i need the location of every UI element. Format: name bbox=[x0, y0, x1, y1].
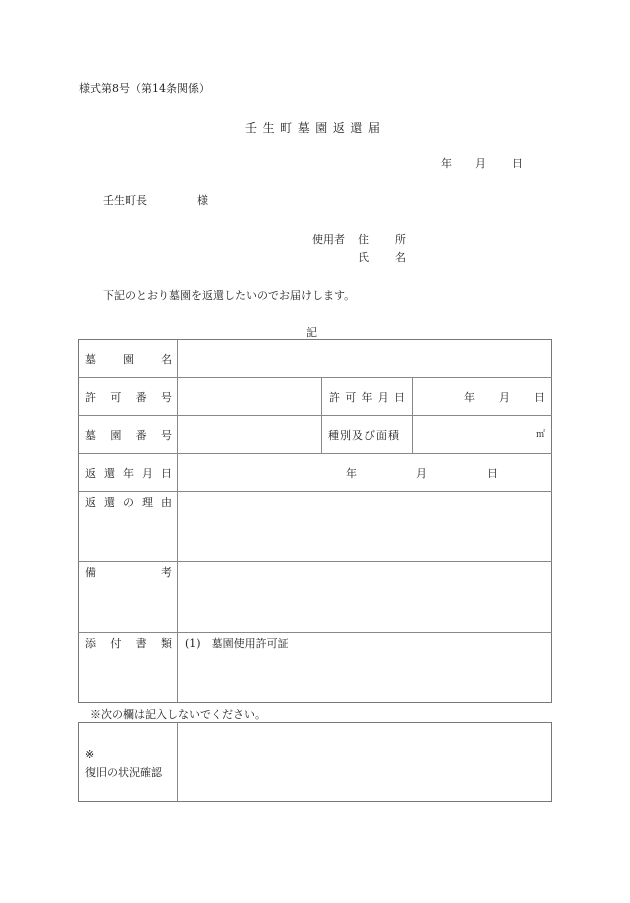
label-char: 考 bbox=[161, 566, 172, 579]
label-char: 名 bbox=[161, 353, 172, 366]
label-char: 墓 bbox=[85, 429, 96, 442]
label-char: の bbox=[123, 496, 134, 509]
form-number: 様式第8号（第14条関係） bbox=[79, 82, 210, 95]
label-char: 園 bbox=[110, 429, 122, 442]
label-char: 月 bbox=[377, 391, 389, 404]
addressee: 壬生町長 bbox=[103, 194, 147, 207]
title-char: 園 bbox=[315, 121, 328, 135]
label-char: 号 bbox=[160, 429, 172, 442]
return-year-label: 年 bbox=[346, 467, 357, 480]
attachments-label bbox=[85, 635, 172, 651]
label-char: 返 bbox=[85, 496, 96, 509]
title-char: 町 bbox=[280, 121, 293, 135]
type-area-field[interactable] bbox=[413, 416, 551, 453]
return-reason-field[interactable] bbox=[178, 492, 551, 561]
label-char: 可 bbox=[110, 391, 122, 404]
cemetery-name-label bbox=[85, 351, 172, 367]
page-title bbox=[245, 119, 380, 136]
label-char: 日 bbox=[161, 467, 172, 480]
label-char: 番 bbox=[135, 391, 147, 404]
return-date-field[interactable] bbox=[178, 454, 551, 491]
label-char: 日 bbox=[394, 391, 405, 404]
permit-day-label: 日 bbox=[534, 391, 545, 404]
cemetery-name-field[interactable] bbox=[178, 340, 551, 377]
address-label: 所 bbox=[395, 233, 406, 246]
permit-year-label: 年 bbox=[464, 391, 475, 404]
return-month-label: 月 bbox=[416, 467, 427, 480]
title-char: 返 bbox=[332, 121, 345, 135]
label-char: 号 bbox=[160, 391, 172, 404]
square-meter-unit: ㎡ bbox=[535, 430, 545, 440]
ki-heading: 記 bbox=[306, 326, 317, 339]
office-use-mark: ※ bbox=[85, 748, 95, 761]
intro-text: 下記のとおり墓園を返還したいのでお届けします。 bbox=[103, 289, 356, 302]
type-area-label: 種別及び面積 bbox=[328, 429, 400, 442]
label-char: 添 bbox=[85, 637, 96, 650]
title-char: 壬 bbox=[245, 121, 258, 135]
name-label: 氏 bbox=[358, 251, 369, 264]
label-char: 返 bbox=[85, 467, 96, 480]
label-char: 付 bbox=[110, 637, 122, 650]
label-char: 類 bbox=[160, 637, 172, 650]
col-divider bbox=[321, 377, 322, 453]
permit-date-label bbox=[329, 389, 405, 405]
name-label: 名 bbox=[395, 251, 406, 264]
label-char: 還 bbox=[104, 496, 115, 509]
applicant-label: 使用者 bbox=[312, 233, 345, 246]
label-char: 可 bbox=[345, 391, 357, 404]
remarks-label bbox=[85, 564, 172, 580]
permit-date-field[interactable] bbox=[413, 378, 551, 415]
restoration-check-field[interactable] bbox=[178, 723, 551, 801]
date-day-label: 日 bbox=[512, 157, 523, 170]
title-char: 届 bbox=[367, 121, 380, 135]
label-char: 墓 bbox=[85, 353, 96, 366]
office-use-note: ※次の欄は記入しないでください。 bbox=[90, 708, 266, 721]
permit-number-field[interactable] bbox=[178, 378, 321, 415]
label-char: 年 bbox=[123, 467, 134, 480]
label-char: 備 bbox=[85, 566, 96, 579]
title-char: 墓 bbox=[297, 121, 310, 135]
label-char: 書 bbox=[135, 637, 147, 650]
title-char: 還 bbox=[350, 121, 363, 135]
label-char: 園 bbox=[123, 353, 134, 366]
label-char: 年 bbox=[361, 391, 373, 404]
row-divider bbox=[78, 632, 552, 633]
return-date-label bbox=[85, 465, 172, 481]
label-char: 許 bbox=[85, 391, 96, 404]
permit-month-label: 月 bbox=[499, 391, 510, 404]
label-char: 番 bbox=[135, 429, 147, 442]
date-month-label: 月 bbox=[475, 157, 486, 170]
remarks-field[interactable] bbox=[178, 562, 551, 632]
label-char: 月 bbox=[142, 467, 153, 480]
title-char: 生 bbox=[262, 121, 275, 135]
label-char: 由 bbox=[161, 496, 172, 509]
date-year-label: 年 bbox=[441, 157, 452, 170]
label-char: 還 bbox=[104, 467, 115, 480]
label-char: 許 bbox=[329, 391, 340, 404]
label-char: 理 bbox=[142, 496, 153, 509]
plot-number-label bbox=[85, 427, 172, 443]
return-day-label: 日 bbox=[487, 467, 498, 480]
restoration-check-label: 復旧の状況確認 bbox=[85, 766, 162, 779]
honorific: 様 bbox=[197, 194, 208, 207]
return-reason-label bbox=[85, 494, 172, 510]
permit-number-label bbox=[85, 389, 172, 405]
plot-number-field[interactable] bbox=[178, 416, 321, 453]
address-label: 住 bbox=[358, 233, 369, 246]
attachment-item: (1) 墓園使用許可証 bbox=[185, 637, 289, 650]
